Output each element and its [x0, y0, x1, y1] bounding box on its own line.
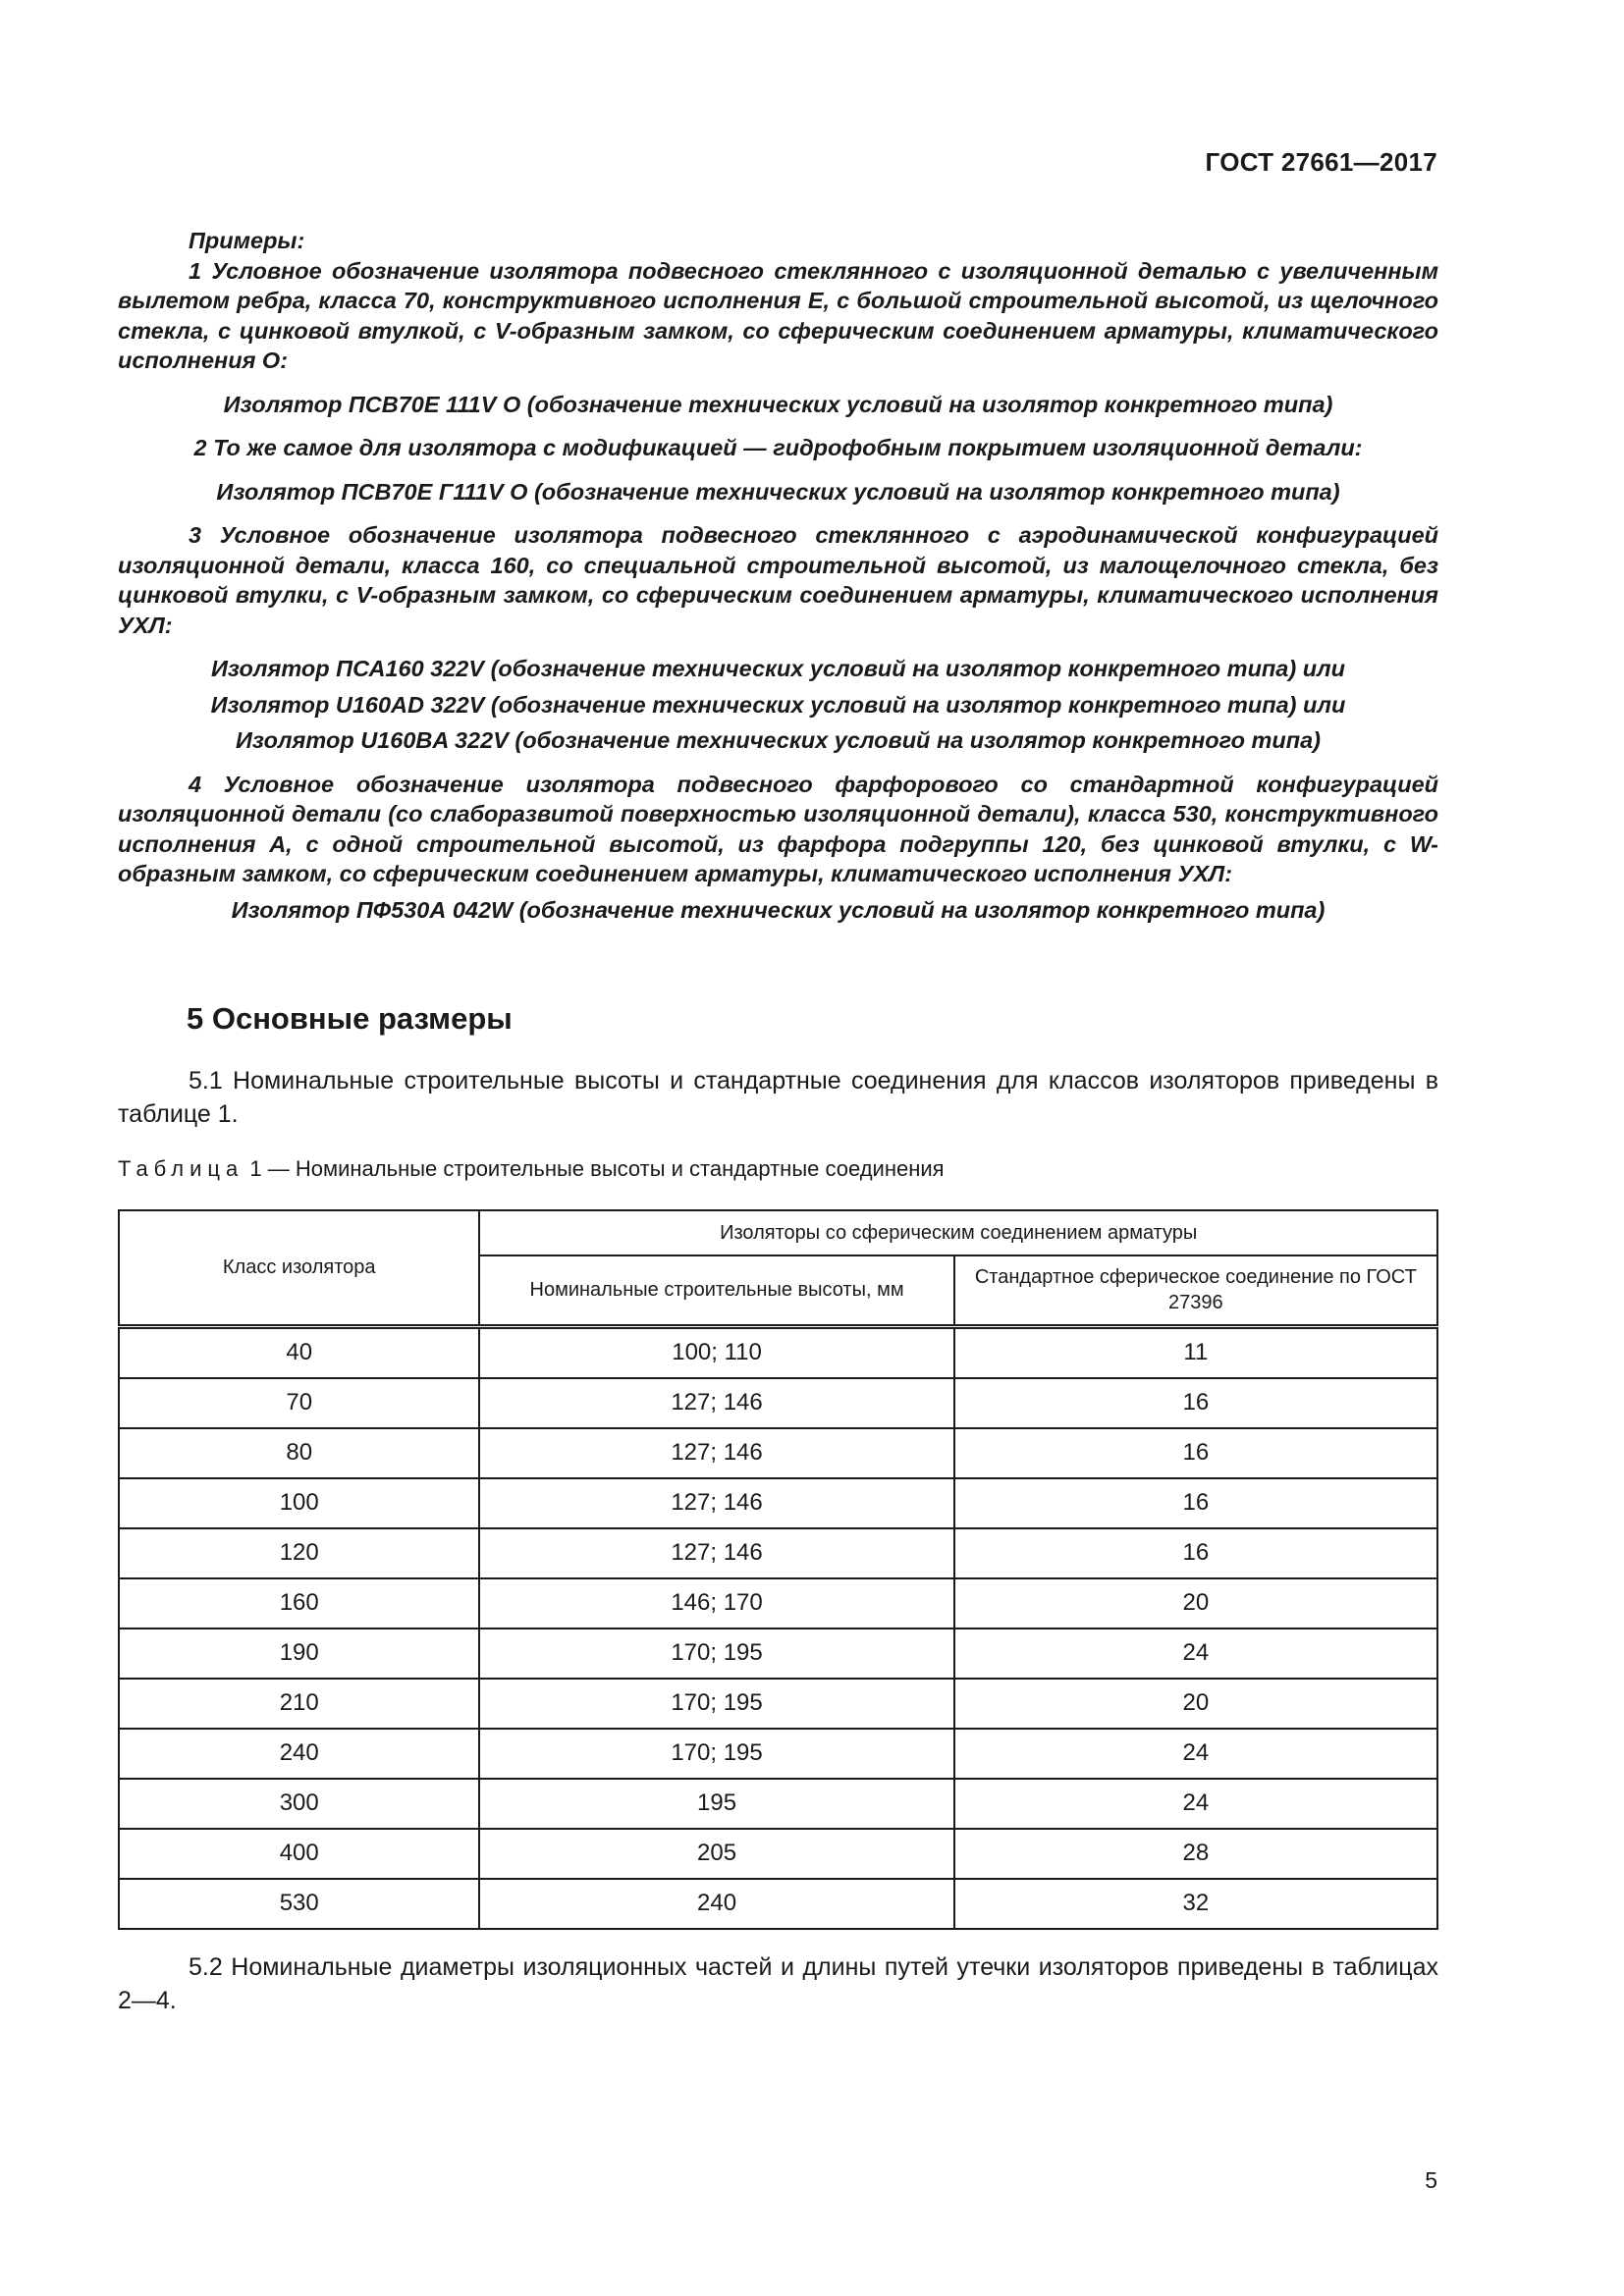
document-id: ГОСТ 27661—2017: [1205, 147, 1437, 177]
cell-class: 240: [119, 1729, 479, 1779]
cell-joint: 28: [954, 1829, 1437, 1879]
cell-class: 210: [119, 1679, 479, 1729]
cell-class: 100: [119, 1478, 479, 1528]
cell-class: 80: [119, 1428, 479, 1478]
table-row: [119, 1428, 1437, 1478]
table-caption: [118, 1156, 945, 1182]
section-title: 5 Основные размеры: [187, 1001, 513, 1036]
header-group: Изоляторы со сферическим соединением арматуры: [479, 1210, 1437, 1255]
cell-class: 40: [119, 1326, 479, 1378]
table-row: [119, 1326, 1437, 1378]
cell-class: 530: [119, 1879, 479, 1929]
cell-joint: 11: [954, 1326, 1437, 1378]
cell-heights: 127; 146: [479, 1478, 953, 1528]
table-row: [119, 1779, 1437, 1829]
cell-class: 400: [119, 1829, 479, 1879]
cell-heights: 170; 195: [479, 1629, 953, 1679]
cell-joint: 24: [954, 1729, 1437, 1779]
table-row: [119, 1679, 1437, 1729]
cell-heights: 205: [479, 1829, 953, 1879]
example-3-designation-1: Изолятор ПСА160 322V (обозначение технических условий на изолятор конкретного типа) или: [210, 656, 1346, 681]
header-class: Класс изолятора: [119, 1210, 479, 1326]
table-caption-text: 1 — Номинальные строительные высоты и стандартные соединения: [249, 1156, 945, 1181]
header-heights: Номинальные строительные высоты, мм: [479, 1255, 953, 1326]
cell-heights: 146; 170: [479, 1578, 953, 1629]
table-row: [119, 1528, 1437, 1578]
paragraph-5-2: [118, 1950, 1438, 2017]
cell-heights: 170; 195: [479, 1729, 953, 1779]
cell-joint: 20: [954, 1679, 1437, 1729]
cell-class: 120: [119, 1528, 479, 1578]
examples-label: Примеры:: [189, 228, 305, 253]
cell-joint: 16: [954, 1428, 1437, 1478]
header-joint: Стандартное сферическое соединение по ГОСТ 27396: [954, 1255, 1437, 1326]
table-row: [119, 1879, 1437, 1929]
table-row: [119, 1378, 1437, 1428]
cell-class: 160: [119, 1578, 479, 1629]
cell-joint: 20: [954, 1578, 1437, 1629]
example-3-designation-3: Изолятор U160BA 322V (обозначение технических условий на изолятор конкретного типа): [235, 727, 1321, 753]
example-4-text: 4 Условное обозначение изолятора подвесного фарфорового со стандартной конфигурацией изоляционной детали (со слаборазвитой поверхностью изоляционной детали), класса 530, конструктивного исполнения А, с одной строительной высотой, из фарфора подгруппы 120, без цинковой втулки, с W-образным замком, со сферическим соединением арматуры, климатического исполнения УХЛ:: [118, 771, 1438, 886]
cell-joint: 24: [954, 1629, 1437, 1679]
cell-joint: 24: [954, 1779, 1437, 1829]
paragraph-5-2-text: 5.2 Номинальные диаметры изоляционных частей и длины путей утечки изоляторов приведены в таблицах 2—4.: [118, 1953, 1438, 2014]
cell-heights: 240: [479, 1879, 953, 1929]
table-row: [119, 1829, 1437, 1879]
cell-joint: 16: [954, 1478, 1437, 1528]
example-3-text: 3 Условное обозначение изолятора подвесного стеклянного с аэродинамической конфигурацией изоляционной детали, класса 160, со специальной строительной высотой, из малощелочного стекла, без цинковой втулки, с V-образным замком, со сферическим соединением арматуры, климатического исполнения УХЛ:: [118, 522, 1438, 638]
table-1: [118, 1209, 1438, 1930]
paragraph-5-1-text: 5.1 Номинальные строительные высоты и стандартные соединения для классов изоляторов приведены в таблице 1.: [118, 1067, 1438, 1128]
page-number: 5: [1425, 2167, 1437, 2193]
cell-heights: 127; 146: [479, 1528, 953, 1578]
table-row: [119, 1578, 1437, 1629]
table-row: [119, 1729, 1437, 1779]
cell-joint: 16: [954, 1378, 1437, 1428]
cell-heights: 127; 146: [479, 1428, 953, 1478]
paragraph-5-1: [118, 1064, 1438, 1131]
example-1-designation: Изолятор ПСВ70Е 111V О (обозначение технических условий на изолятор конкретного типа): [223, 391, 1333, 417]
cell-heights: 170; 195: [479, 1679, 953, 1729]
table-row: [119, 1629, 1437, 1679]
examples-block: [118, 226, 1438, 925]
cell-joint: 32: [954, 1879, 1437, 1929]
cell-heights: 127; 146: [479, 1378, 953, 1428]
cell-joint: 16: [954, 1528, 1437, 1578]
cell-heights: 100; 110: [479, 1326, 953, 1378]
cell-heights: 195: [479, 1779, 953, 1829]
example-4-designation: Изолятор ПФ530А 042W (обозначение технических условий на изолятор конкретного типа): [231, 896, 1326, 923]
cell-class: 190: [119, 1629, 479, 1679]
example-1-text: 1 Условное обозначение изолятора подвесного стеклянного с изоляционной деталью с увеличенным вылетом ребра, класса 70, конструктивного исполнения Е, с большой строительной высотой, из щелочного стекла, с цинковой втулкой, с V-образным замком, со сферическим соединением арматуры, климатического исполнения О:: [118, 257, 1438, 373]
cell-class: 300: [119, 1779, 479, 1829]
example-3-designation-2: Изолятор U160AD 322V (обозначение технических условий на изолятор конкретного типа) или: [210, 691, 1346, 718]
table-caption-label: Таблица: [118, 1156, 244, 1181]
example-2-text: 2 То же самое для изолятора с модификацией — гидрофобным покрытием изоляционной детали:: [193, 435, 1363, 460]
cell-class: 70: [119, 1378, 479, 1428]
table-row: [119, 1478, 1437, 1528]
example-2-designation: Изолятор ПСВ70Е Г111V О (обозначение технических условий на изолятор конкретного типа): [216, 478, 1340, 505]
